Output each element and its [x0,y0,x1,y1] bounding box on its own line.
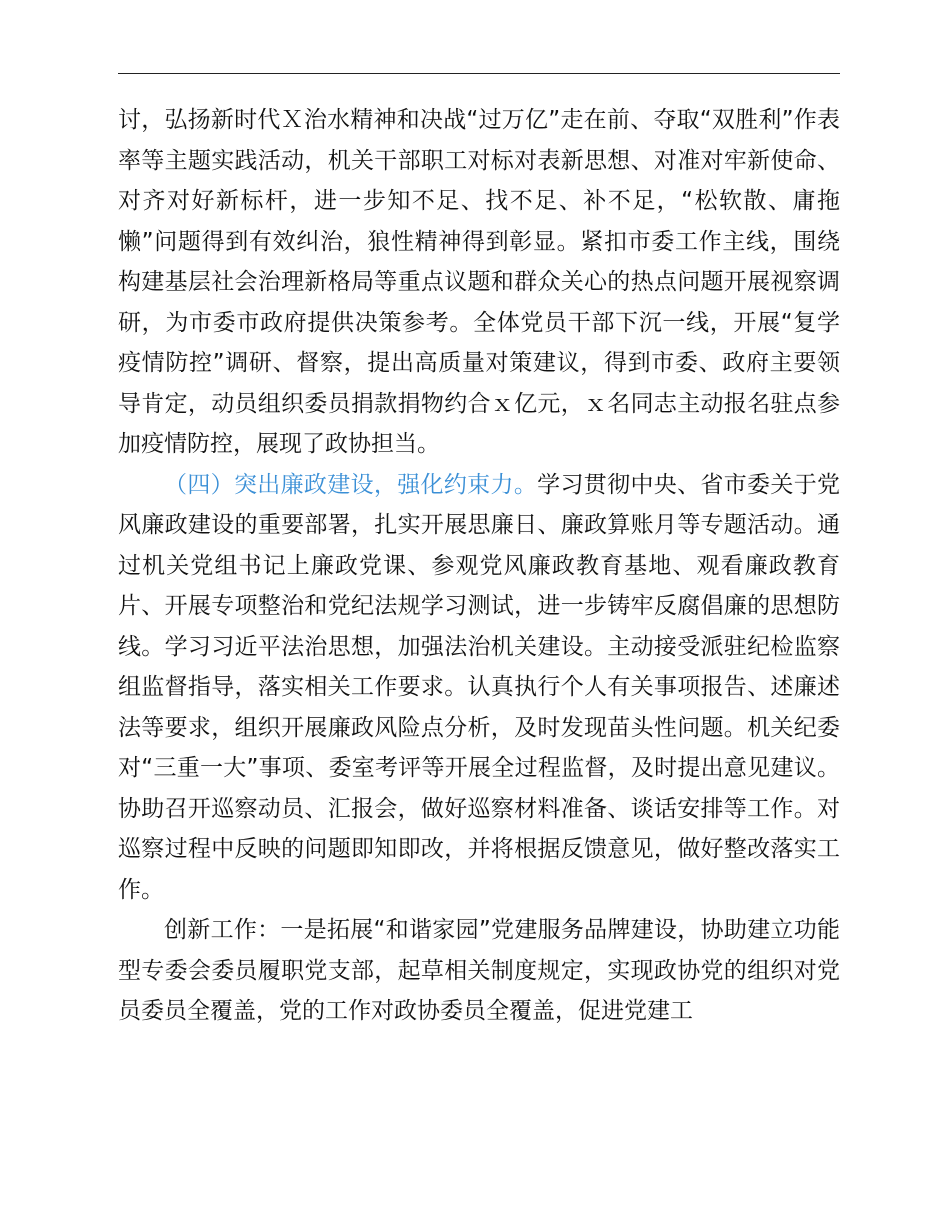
document-body [118,100,840,1032]
paragraph-innovation: 创新工作：一是拓展“和谐家园”党建服务品牌建设，协助建立功能型专委会委员履职党支部，起草相关制度规定，实现政协党的组织对党员委员全覆盖，党的工作对政协委员全覆盖，促进党建工 [118,917,840,1024]
section-heading: （四）突出廉政建设，强化约束力。 [164,471,538,498]
section-body: 学习贯彻中央、省市委关于党风廉政建设的重要部署，扎实开展思廉日、廉政算账月等专题活动。通过机关党组书记上廉政党课、参观党风廉政教育基地、观看廉政教育片、开展专项整治和党纪法规学习测试，进一步铸牢反腐倡廉的思想防线。学习习近平法治思想，加强法治机关建设。主动接受派驻纪检监察组监督指导，落实相关工作要求。认真执行个人有关事项报告、述廉述法等要求，组织开展廉政风险点分析，及时发现苗头性问题。机关纪委对“三重一大”事项、委室考评等开展全过程监督，及时提出意见建议。协助召开巡察动员、汇报会，做好巡察材料准备、谈话安排等工作。对巡察过程中反映的问题即知即改，并将根据反馈意见，做好整改落实工作。 [118,471,841,903]
header-divider [118,73,840,74]
paragraph-section-four [118,465,840,911]
paragraph-continued: 讨，弘扬新时代Ｘ治水精神和决战“过万亿”走在前、夺取“双胜利”作表率等主题实践活动，机关干部职工对标对表新思想、对准对牢新使命、对齐对好新标杆，进一步知不足、找不足、补不足，“松软散、庸拖懒”问题得到有效纠治，狼性精神得到彰显。紧扣市委工作主线，围绕构建基层社会治理新格局等重点议题和群众关心的热点问题开展视察调研，为市委市政府提供决策参考。全体党员干部下沉一线，开展“复学疫情防控”调研、督察，提出高质量对策建议，得到市委、政府主要领导肯定，动员组织委员捐款捐物约合ｘ亿元，ｘ名同志主动报名驻点参加疫情防控，展现了政协担当。 [118,107,840,457]
